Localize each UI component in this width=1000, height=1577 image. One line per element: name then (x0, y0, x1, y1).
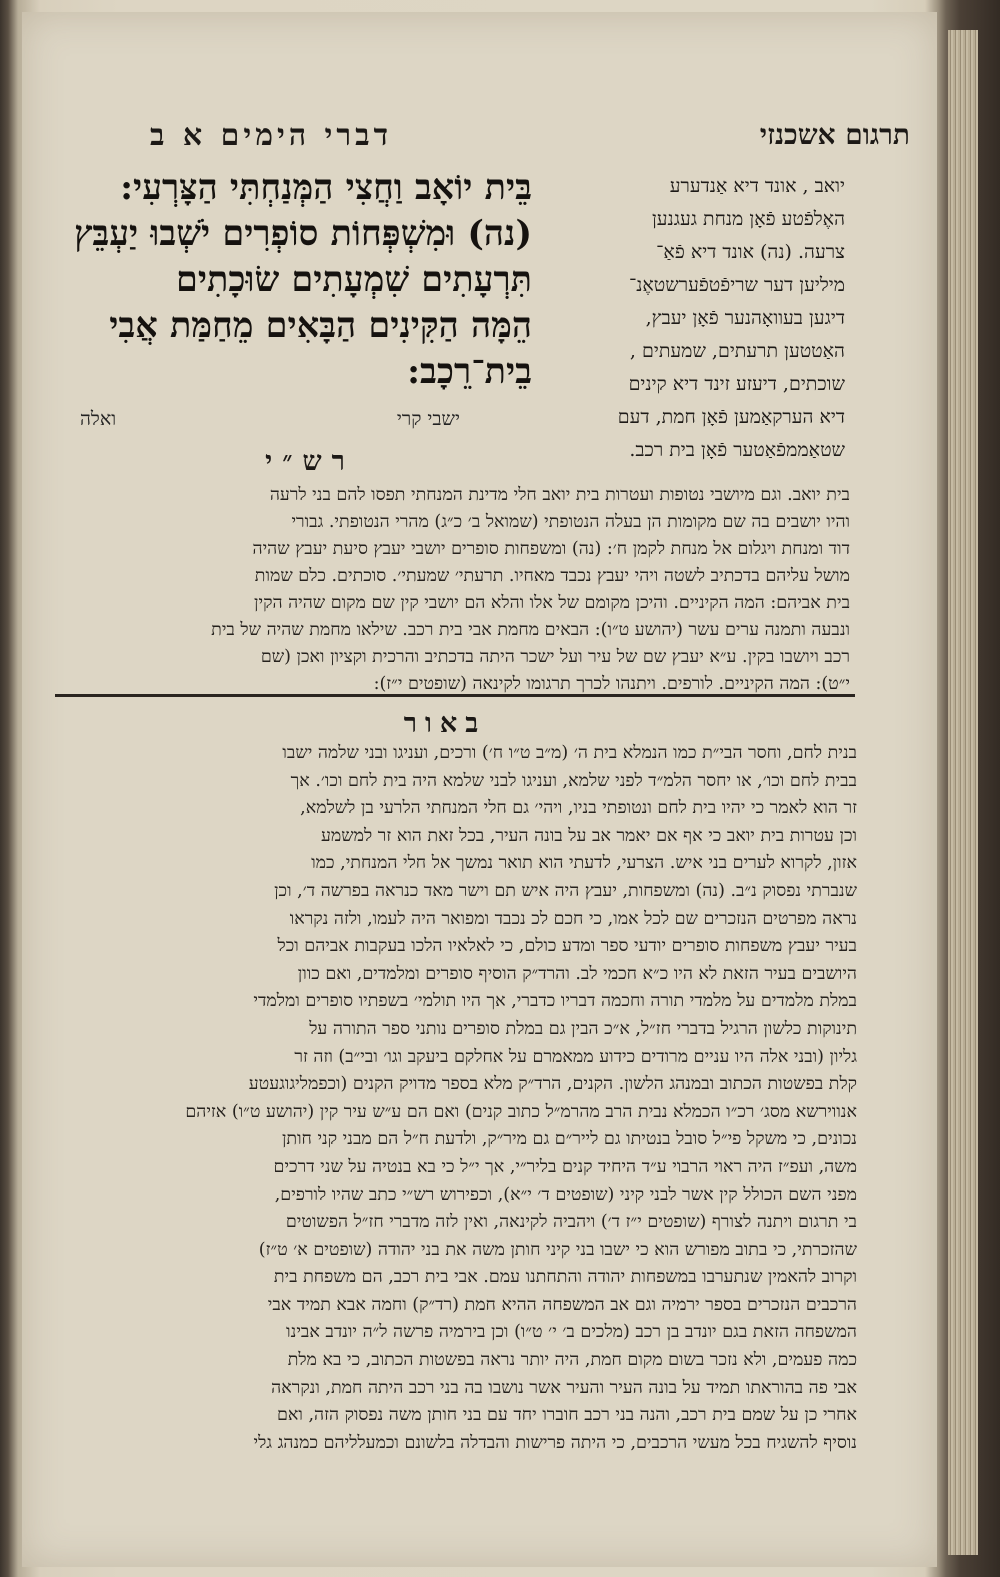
biur-line: אנווירשא מסג׳ רכ״ו הכמלא נבית הרב מהרמ״ל כתוב קנים) ואם הם ע״ש עיר קין (יהושע ט״ו) אזיהם (185, 1101, 857, 1122)
biur-line: וכן עטרות בית יואב כי אף אם יאמר אב על בונה העיר, בכל זאת הוא זר למשמע (321, 825, 857, 846)
targum-line: שוכתים, דיעזע זינד דיא קינים (628, 373, 845, 395)
rashi-line: והיו יושבים בה שם מקומות הן בעלה הנטופתי (שמואל ב׳ כ״ג) מהרי הנטופתי. גבורי (291, 512, 850, 532)
targum-title-header: תרגום אשכנזי (759, 118, 910, 151)
biur-line: היושבים בעיר הזאת לא היו כ״א חכמי לב. והרד״ק הוסיף סופרים ומלמדים, ואם כוון (297, 963, 857, 984)
biur-line: זר הוא לאמר כי יהיו בית לחם ונטופתי בניו, ויהי׳ גם חלי המנחתי הלרעי בן לשלמא, (300, 798, 857, 819)
rashi-line: בית יואב. וגם מיושבי נטופות ועטרות בית יואב חלי מדינת המנחתי תפסו להם בני לרעה (269, 485, 850, 505)
targum-line: צרעה. (נה) אונד דיא פֿאַ־ (656, 241, 845, 263)
targum-line: דיא הערקאַמען פֿאָן חמת, דעם (617, 406, 845, 428)
biur-line: נראה מפרטים הנזכרים שם לכל אמו, כי חכם לכ נכבד ומפואר היה לעמו, ולזה נקראו (289, 908, 857, 929)
verse-line: בֵּית יוֹאָב וַחֲצִי הַמְּנַחְתִּי הַצָּרְעִי: (120, 167, 532, 208)
biur-line: הרכבים הנזכרים בספר ירמיה וגם אב המשפחה ההיא חמת (רד״ק) וחמה אבא תמיד אבי (267, 1294, 857, 1315)
targum-line: דיגען בעוואָהנער פֿאָן יעבץ, (645, 307, 845, 329)
verse-text (62, 165, 532, 395)
verse-line: בֵית־רֵכָב: (407, 351, 532, 392)
verse-line: תִּרְעָתִים שִׁמְעָתִים שׂוּכָתִים (176, 259, 532, 300)
biur-line: במלת מלמדים על מלמדי תורה וחכמה דבריו כדברי, אך היו תולמי׳ בשפתיו סופרים ומלמדי (253, 991, 857, 1012)
biur-line: נכונים, כי משקל פי״ל סובל בנטיתו גם לייר״ם גם מיר״ק, ולדעת ח״ל הם מבני קני חותן (281, 1129, 857, 1150)
biur-line: כמה פעמים, ולא נזכר בשום מקום חמת, היה יותר נראה בפשטות הכתוב, כי בא מלת (287, 1350, 857, 1371)
kri-note-right: ישבי קרי (396, 408, 460, 430)
biur-line: בנית לחם, וחסר הבי״ת כמו הנמלא בית ה׳ (מ״ב ט״ו ח׳) ורכים, ועניגו ובני שלמה ישבו (282, 743, 857, 763)
targum-line: מיליען דער שריפֿטפֿערשטאֶנ־ (628, 274, 845, 296)
targum-line: האֶלפֿטע פֿאָן מנחת געגנען (651, 208, 845, 230)
page-edges (948, 30, 978, 1555)
rashi-line: דוד ומנחת ויגלום אל מנחת לקמן ח׳: (נה) ומשפחות סופרים יושבי יעבץ סיעת יעבץ שהיה (252, 539, 850, 559)
verse-line: (נה) וּמִשְׁפְּחוֹת סוֹפְרִים יֹשְׁבוּ יַעְבֵּץ (74, 213, 532, 254)
biur-line: בעיר יעבץ משפחות סופרים יודעי ספר ומדע כולם, כי לאלאיו הלכו בעקבות אביהם וכל (277, 936, 857, 957)
biur-line: משה, ועפ״ז היה ראוי הרבוי ע״ד היחיד קנים בליר״י, אך י״ל כי בא בנטיה על שני דרכים (273, 1156, 857, 1177)
rashi-line: מושל עליהם בדכתיב לשטה ויהי יעבץ נכבד מאחיו. תרעתי׳ שמעתי׳. סוכתים. כלם שמות (254, 566, 850, 586)
book-title-header: דברי הימים א ב (150, 118, 393, 153)
biur-line: תינוקות כלשון הרגיל בדברי חז״ל, א״כ הבין גם במלת סופרים נותני ספר התורה על (309, 1018, 857, 1039)
kri-ktiv-notes (80, 408, 520, 436)
biur-line: בבית לחם וכו׳, או יחסר הלמ״ד לפני שלמא, ועניגו לבני שלמא היה בית לחם וכו׳. אך (290, 770, 857, 791)
section-divider (55, 694, 855, 697)
verse-line: הֵמָּה הַקִּינִים הַבָּאִים מֵחַמַּת אֲבִי (109, 305, 532, 346)
targum-line: שטאַממפֿאַטער פֿאָן בית רכב. (629, 439, 845, 461)
biur-line: מפני השם הכולל קין אשר לבני קיני (שופטים ד׳ י״א), וכפירוש רש״י כתב שהיו לורפים, (274, 1184, 857, 1205)
biur-line: שנברתי נפסוק נ״ב. (נה) ומשפחות, יעבץ היה איש תם וישר מאד כנראה בפרשה ד׳, וכן (274, 880, 857, 901)
biur-line: גליון (ובני אלה היו עניים מרודים כידוע ממאמרם על אחלקם ביעקב וגו׳ ובי״ב) וזה זר (294, 1046, 857, 1067)
rashi-heading: רש״י (265, 446, 355, 477)
biur-line: קלת בפשטות הכתוב ובמנהג הלשון. הקנים, הרד״ק מלא בספר מדויק הקנים (וכפמליגוגעטע (248, 1074, 857, 1095)
biur-line: וקרוב להאמין שנתערבו במשפחות יהודה והתחתנו עמם. אבי בית רכב, הם משפחת בית (273, 1267, 857, 1288)
targum-line: האַטטען תרעתים, שמעתים , (629, 340, 845, 362)
biur-line: המשפחה הזאת בגם יונדב בן רכב (מלכים ב׳ י׳ ט״ו) וכן בירמיה פרשה ל״ה יונדב אבינו (286, 1322, 857, 1343)
biur-line: בי תרגום ויתנה לצורף (שופטים י״ז ד׳) ויהביה לקינאה, ואין לזה מדברי חז״ל הפשוטים (285, 1212, 857, 1233)
biur-heading: באור (403, 708, 487, 739)
biur-line: שהזכרתי, כי בתוב מפורש הוא כי ישבו בני קיני חותן משה את בני יהודה (שופטים א׳ ט״ז) (258, 1239, 857, 1260)
targum-column (545, 170, 845, 461)
kri-note-left: ואלה (80, 408, 117, 430)
rashi-line: בית אביהם: המה הקיניים. והיכן מקומם של אלו והלא הם יושבי קין שם מקום שהיה הקין (254, 593, 850, 613)
rashi-line: ונבעה ותמנה ערים עשר (יהושע ט״ו): הבאים מחמת אבי בית רכב. שילאו מחמת שהיה של בית (211, 620, 850, 640)
biur-line: אזון, לקרוא לערים בני איש. הצרעי, לדעתי הוא תואר נמשך אל חלי המנחתי, כמו (311, 853, 857, 874)
biur-line: אבי פה בהוראתו תמיד על בונה העיר והעיר אשר נושבו בה בני רכב היתה חמת, ונקראה (271, 1377, 857, 1398)
rashi-line: י״ט): המה הקיניים. לורפים. ויתנהו לכרך תרגומו לקינאה (שופטים י״ז): (373, 674, 850, 694)
targum-line: יואב , אונד דיא אַנדערע (669, 175, 845, 197)
biur-line: נוסיף להשגיח בכל מעשי הרכבים, כי היתה פרישות והבדלה בלשונם וכמעלליהם כמנהג גלי (253, 1432, 857, 1453)
rashi-commentary (60, 482, 850, 694)
biur-commentary (52, 740, 857, 1520)
biur-line: אחרי כן על שמם בית רכב, והנה בני רכב חוברו יחד עם בני חותן משה נפסוק הזה, ואם (276, 1405, 857, 1426)
rashi-line: רכב ויושבו בקין. ע״א יעבץ שם של עיר ועל ישכר היתה בדכתיב והרכית וקציון ואכן (שם (260, 647, 850, 667)
